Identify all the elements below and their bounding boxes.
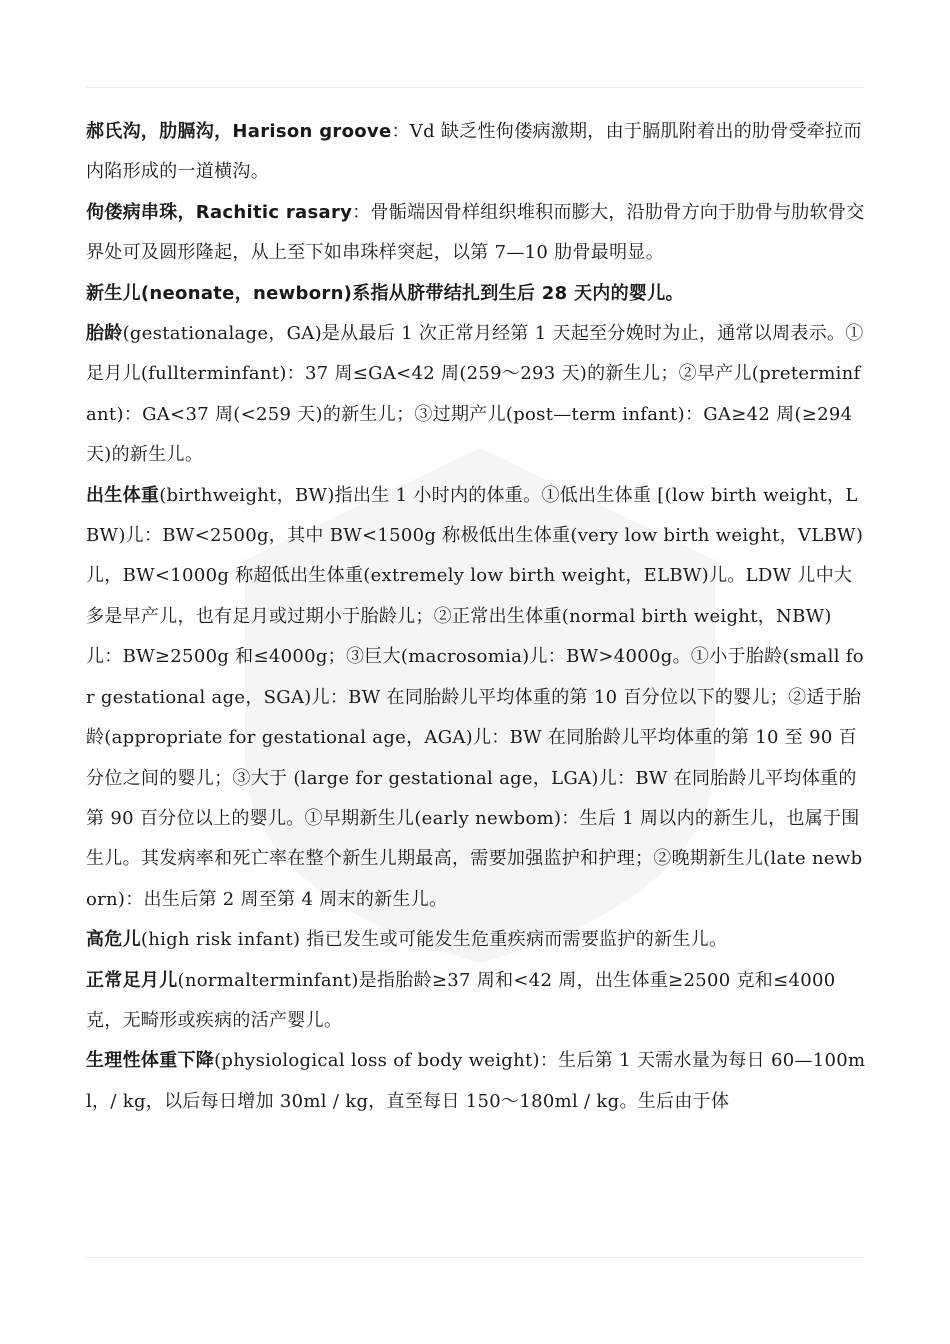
entry-rachitic-rosary — [86, 193, 868, 274]
entry-normal-term-infant — [86, 961, 868, 1042]
entry-term: 新生儿(neonate，newborn)系指从脐带结扎到生后 28 天内的婴儿。 — [86, 282, 684, 304]
entry-term: 郝氏沟，肋膈沟，Harison groove — [86, 121, 392, 142]
entry-birth-weight — [86, 476, 868, 920]
entry-text: ：Vd 缺乏性佝偻病激期，由于膈肌附着出的肋骨受牵拉而内陷形成的一道横沟。 — [86, 121, 862, 183]
entry-term: 佝偻病串珠，Rachitic rasary — [86, 201, 353, 223]
entry-text: (physiological loss of body weight)：生后第 1 天需水量为每日 60—100ml，/ kg，以后每日增加 30ml / kg，直至每日 150～180ml / kg。生后由于体 — [86, 1050, 866, 1112]
entry-text: (gestationalage，GA)是从最后 1 次正常月经第 1 天起至分娩时为止，通常以周表示。①足月儿(fullterminfant)：37 周≤GA<42 周(259～293 天)的新生儿；②早产儿(preterminfant)：GA<37 周(<259 天)的新生儿；③过期产儿(post—term infant)：GA≥42 周(≥294 天)的新生儿。 — [86, 323, 864, 466]
entry-harrison-groove — [86, 112, 868, 193]
entry-text: (birthweight，BW)指出生 1 小时内的体重。①低出生体重 [(low birth weight，LBW)儿：BW<2500g，其中 BW<1500g 称极低出生体重(very low birth weight，VLBW)儿，BW<1000g 称超低出生体重(extremely low birth weight，ELBW)儿。LDW 儿中大多是早产儿，也有足月或过期小于胎龄儿；②正常出生体重(normal birth weight，NBW)儿：BW≥2500g 和≤4000g；③巨大(macrosomia)儿：BW>4000g。①小于胎龄(small for gestational age，SGA)儿：BW 在同胎龄儿平均体重的第 10 百分位以下的婴儿；②适于胎龄(appropriate for gestational age，AGA)儿：BW 在同胎龄儿平均体重的第 10 至 90 百分位之间的婴儿；③大于 (large for gestational age，LGA)儿：BW 在同胎龄儿平均体重的第 90 百分位以上的婴儿。①早期新生儿(early newbom)：生后 1 周以内的新生儿，也属于围生儿。其发病率和死亡率在整个新生儿期最高，需要加强监护和护理；②晚期新生儿(late newborn)：出生后第 2 周至第 4 周末的新生儿。 — [86, 484, 864, 910]
entry-high-risk-infant — [86, 920, 868, 960]
entry-neonate — [86, 274, 868, 314]
top-divider — [86, 87, 864, 88]
entry-term: 生理性体重下降 — [86, 1050, 215, 1072]
entry-term: 高危儿 — [86, 929, 141, 951]
entry-text: ：骨骺端因骨样组织堆积而膨大，沿肋骨方向于肋骨与肋软骨交界处可及圆形隆起，从上至下如串珠样突起，以第 7—10 肋骨最明显。 — [86, 201, 865, 264]
entry-physiological-weight-loss — [86, 1041, 868, 1122]
entry-term: 出生体重 — [86, 484, 160, 506]
document-body — [86, 112, 868, 1122]
entry-text: (normalterminfant)是指胎龄≥37 周和<42 周，出生体重≥2500 克和≤4000 克，无畸形或疾病的活产婴儿。 — [86, 969, 836, 1031]
entry-term: 正常足月儿 — [86, 969, 178, 991]
entry-text: (high risk infant) 指已发生或可能发生危重疾病而需要监护的新生儿。 — [140, 929, 728, 951]
entry-gestational-age — [86, 314, 868, 476]
bottom-divider — [86, 1257, 864, 1258]
entry-term: 胎龄 — [86, 323, 123, 345]
